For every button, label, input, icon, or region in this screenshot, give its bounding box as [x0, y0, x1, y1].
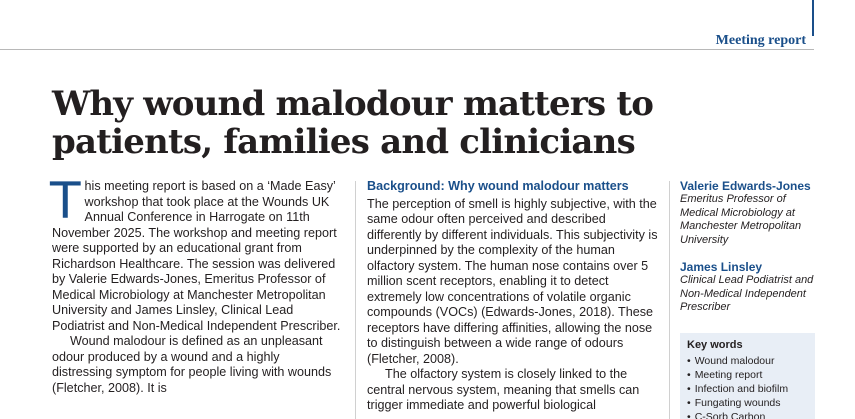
definition-paragraph: Wound malodour is defined as an unpleasant odour produced by a wound and a highly distressing symptom for people living with wounds (Fletcher, 2008). It is [52, 334, 332, 395]
keywords-box [680, 333, 815, 419]
keyword-item: • Fungating wounds [687, 396, 808, 410]
author-role: Clinical Lead Podiatrist and Non-Medical Independent Prescriber [680, 274, 814, 313]
intro-text: his meeting report is based on a ‘Made Easy’ workshop that took place at the Wounds UK Annual Conference in Harrogate on 11th November 2025. The workshop and meeting report were supported by an educational grant from Richardson Healthcare. The session was delivered by Valerie Edwards-Jones, Emeritus Professor of Medical Microbiology at Manchester Metropolitan University and James Linsley, Clinical Lead Podiatrist and Non-Medical Independent Prescriber. [52, 179, 341, 333]
author-role: Emeritus Professor of Medical Microbiology at Manchester Metropolitan University [680, 193, 802, 246]
article-title: Why wound malodour matters to patients, families and clinicians [52, 84, 654, 162]
keyword-item: • C-Sorb Carbon [687, 410, 808, 419]
keyword-item: • Infection and biofilm [687, 382, 808, 396]
intro-paragraph [50, 172, 342, 334]
top-right-rule [812, 0, 814, 36]
column-background [367, 179, 661, 414]
keywords-title: Key words [687, 339, 743, 351]
authors-sidebar [680, 179, 820, 328]
author-name: James Linsley [680, 260, 763, 274]
header-divider [0, 49, 814, 50]
drop-cap: T [50, 172, 81, 230]
background-paragraph-1: The perception of smell is highly subjective, with the same odour often perceived and described differently by different individuals. This subjectivity is underpinned by the complexity of the human olfactory system. The human nose contains over 5 million scent receptors, enabling it to detect extremely low concentrations of volatile organic compounds (VOCs) (Edwards-Jones, 2018). These receptors have differing affinities, allowing the nose to distinguish between a wide range of odours (Fletcher, 2008). [367, 196, 658, 366]
background-paragraph-2: The olfactory system is closely linked to the central nervous system, meaning that smells can trigger immediate and powerful biological [367, 367, 640, 412]
column-intro [50, 172, 342, 396]
author-name: Valerie Edwards-Jones [680, 179, 811, 193]
keyword-item: • Wound malodour [687, 354, 808, 368]
background-heading: Background: Why wound malodour matters [367, 179, 629, 193]
column-divider [355, 181, 356, 419]
keyword-item: • Meeting report [687, 368, 808, 382]
section-label: Meeting report [715, 33, 806, 48]
sidebar-divider [669, 181, 670, 419]
